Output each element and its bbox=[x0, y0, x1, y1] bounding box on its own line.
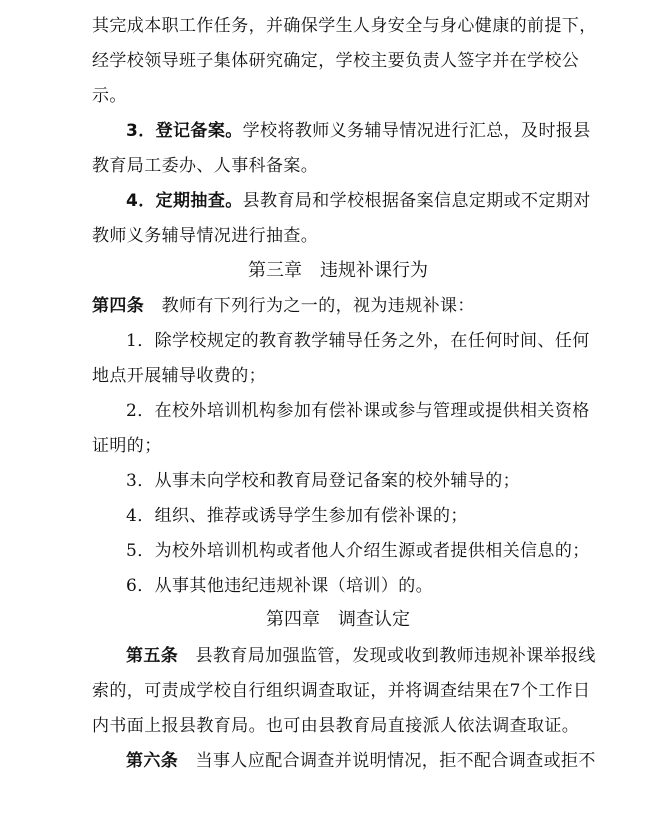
article-line bbox=[92, 294, 584, 318]
list-item: 1．除学校规定的教育教学辅导任务之外，在任何时间、任何 bbox=[126, 331, 590, 351]
list-item: 6．从事其他违纪违规补课（培训）的。 bbox=[126, 576, 434, 596]
article-text: 教师有下列行为之一的，视为违规补课： bbox=[144, 296, 475, 316]
clause-text: 学校将教师义务辅导情况进行汇总，及时报县 bbox=[242, 121, 591, 141]
article-title: 第五条 bbox=[126, 646, 179, 666]
chapter-heading: 第四章 调查认定 bbox=[266, 609, 410, 630]
list-item: 3．从事未向学校和教育局登记备案的校外辅导的； bbox=[126, 471, 521, 491]
article-text: 当事人应配合调查并说明情况，拒不配合调查或拒不 bbox=[178, 751, 596, 771]
article-title: 第六条 bbox=[126, 751, 179, 771]
article-line bbox=[126, 749, 596, 773]
body-line: 示。 bbox=[92, 86, 127, 106]
clause-title: 4．定期抽查。 bbox=[126, 191, 243, 211]
clause-line bbox=[126, 189, 591, 213]
body-line: 内书面上报县教育局。也可由县教育局直接派人依法调查取证。 bbox=[92, 716, 580, 736]
body-line: 证明的； bbox=[92, 436, 162, 456]
body-line: 其完成本职工作任务，并确保学生人身安全与身心健康的前提下， bbox=[92, 16, 597, 36]
clause-text: 县教育局和学校根据备案信息定期或不定期对 bbox=[242, 191, 591, 211]
body-line: 索的，可责成学校自行组织调查取证，并将调查结果在7个工作日 bbox=[92, 681, 591, 701]
list-item: 5．为校外培训机构或者他人介绍生源或者提供相关信息的； bbox=[126, 541, 590, 561]
article-title: 第四条 bbox=[92, 296, 145, 316]
article-text: 县教育局加强监管，发现或收到教师违规补课举报线 bbox=[178, 646, 596, 666]
body-line: 地点开展辅导收费的； bbox=[92, 366, 266, 386]
body-line: 教师义务辅导情况进行抽查。 bbox=[92, 226, 319, 246]
body-line: 经学校领导班子集体研究确定，学校主要负责人签字并在学校公 bbox=[92, 51, 580, 71]
list-item: 4．组织、推荐或诱导学生参加有偿补课的； bbox=[126, 506, 468, 526]
chapter-heading: 第三章 违规补课行为 bbox=[248, 260, 428, 281]
clause-title: 3．登记备案。 bbox=[126, 121, 243, 141]
article-line bbox=[126, 644, 596, 668]
list-item: 2．在校外培训机构参加有偿补课或参与管理或提供相关资格 bbox=[126, 401, 590, 421]
body-line: 教育局工委办、人事科备案。 bbox=[92, 156, 319, 176]
clause-line bbox=[126, 119, 591, 143]
